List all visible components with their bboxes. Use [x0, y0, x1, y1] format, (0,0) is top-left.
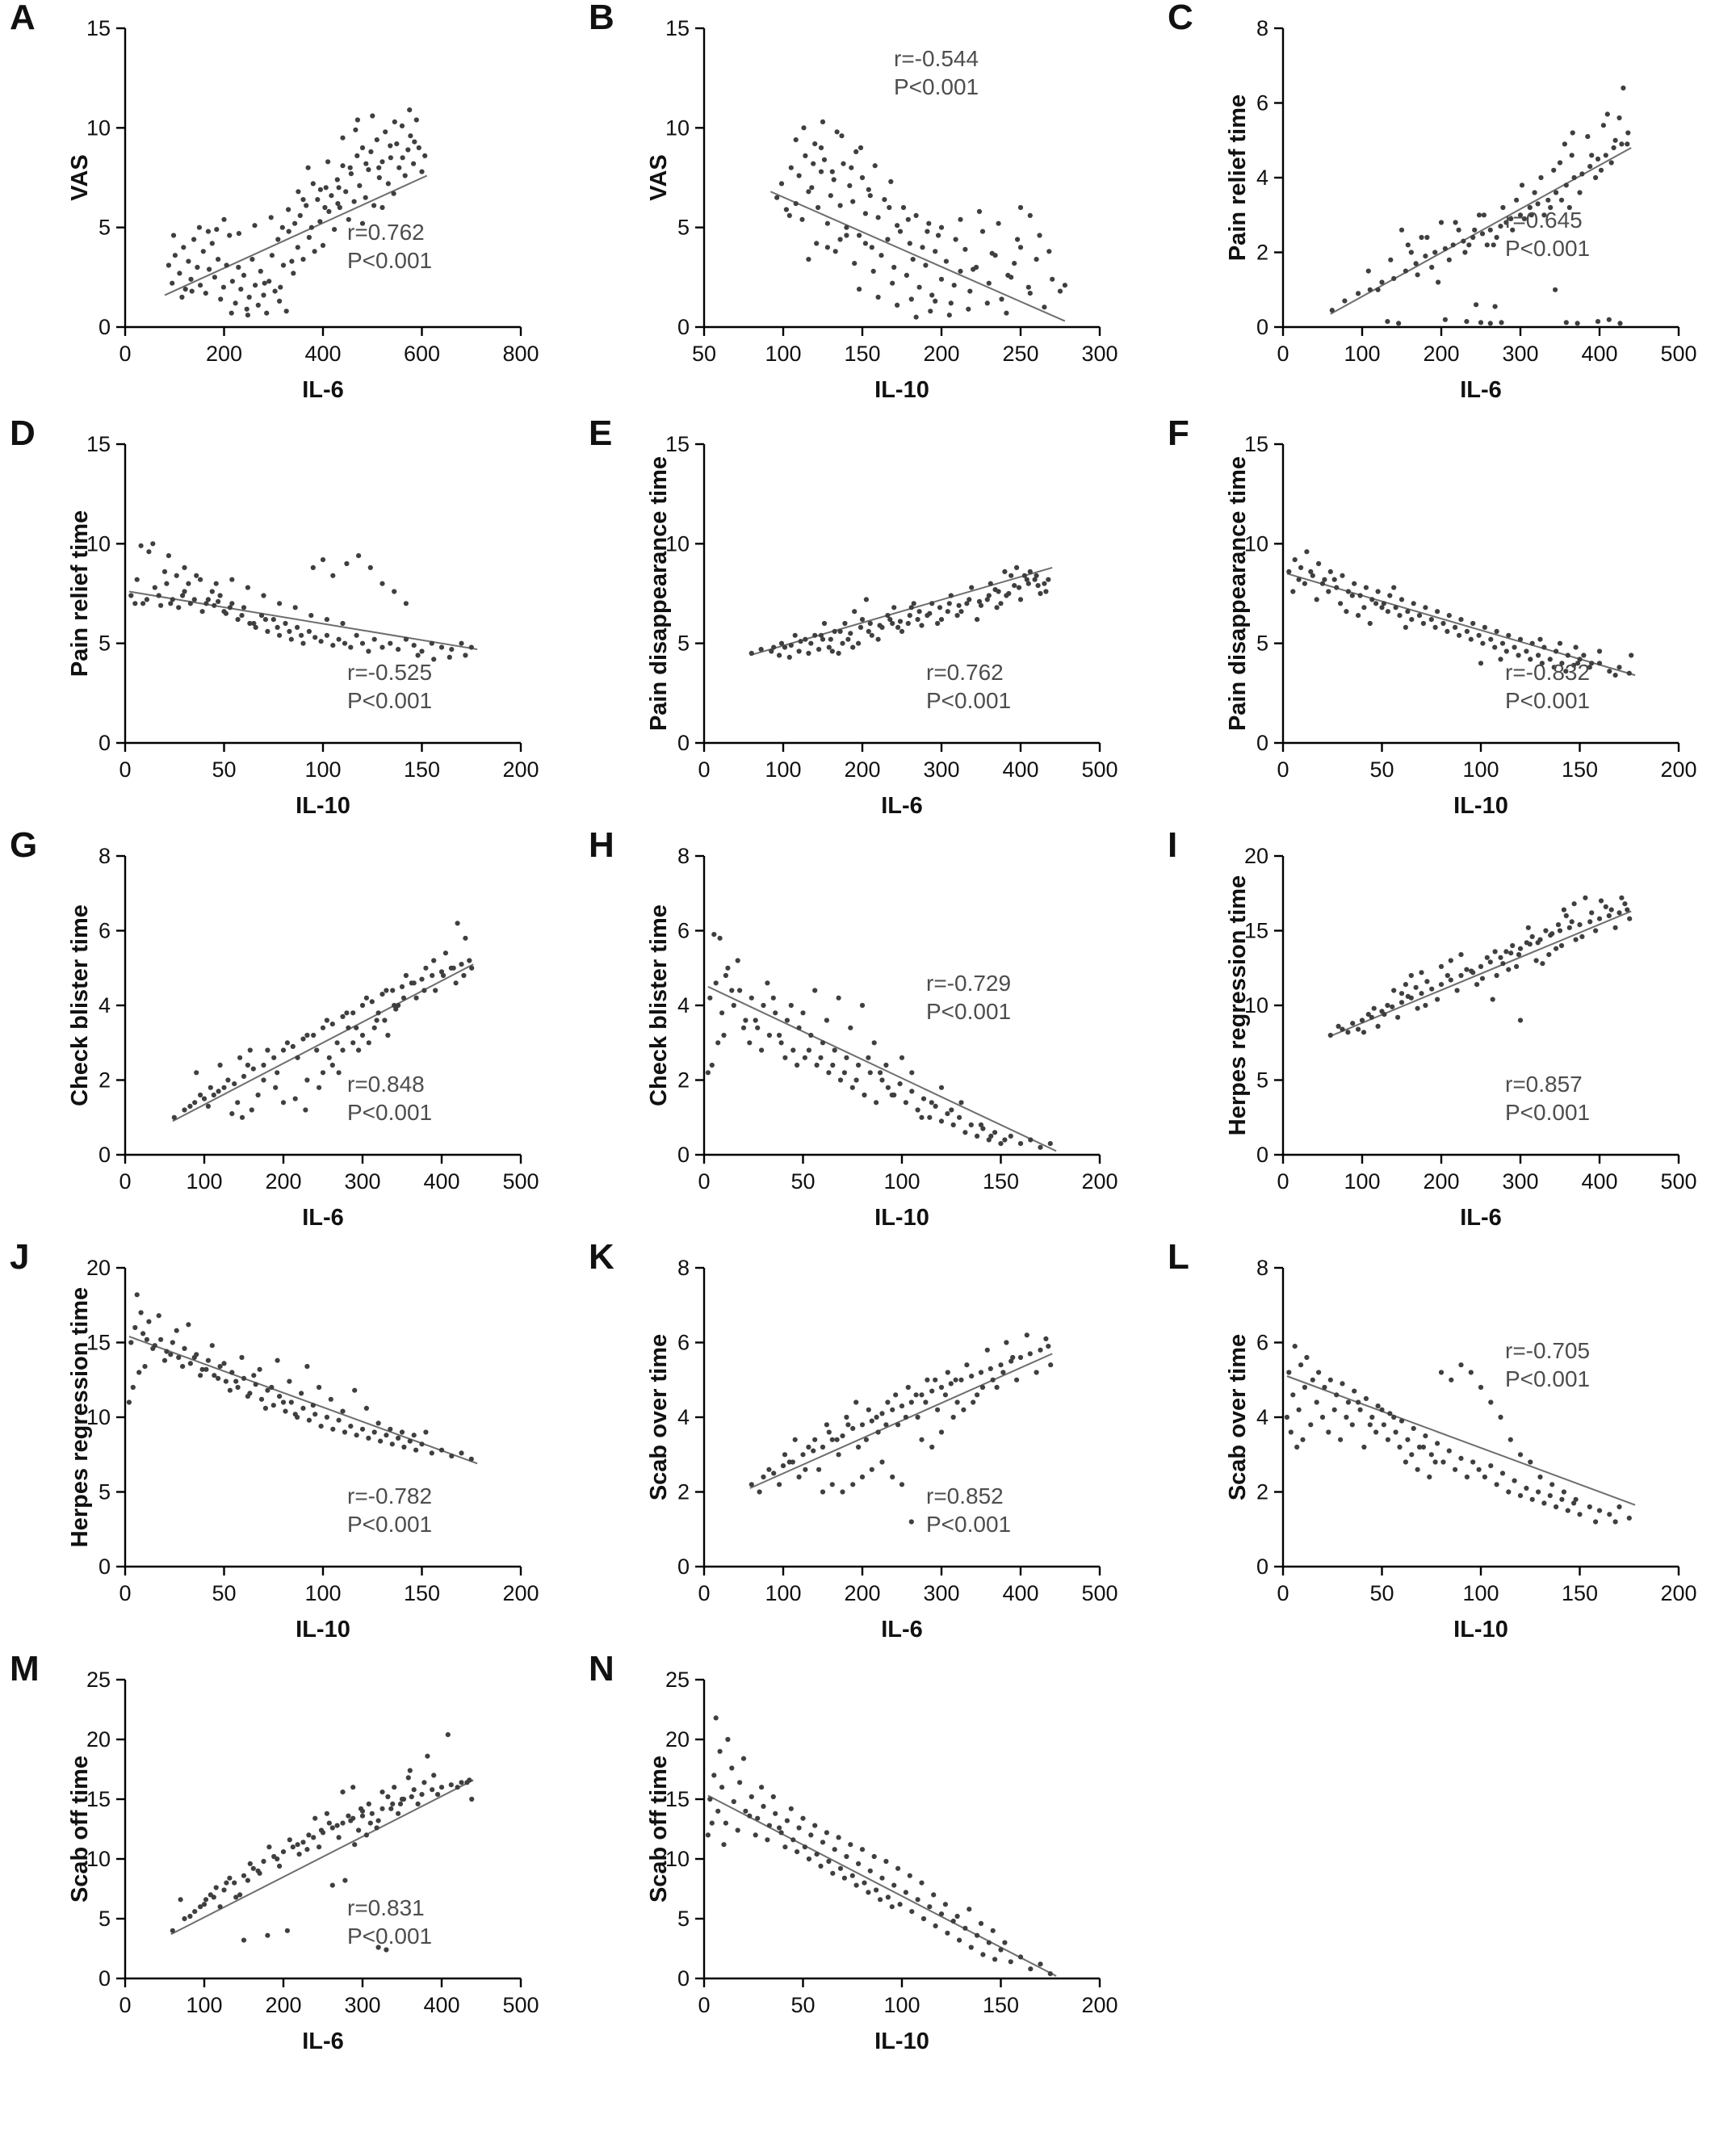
panel-letter-a: A	[10, 0, 36, 37]
stat-annotation-e	[926, 658, 1011, 715]
svg-text:6: 6	[1256, 1330, 1268, 1355]
stat-annotation-d	[347, 658, 432, 715]
svg-text:15: 15	[86, 16, 111, 40]
correlation-value-c: r=0.645	[1505, 208, 1583, 233]
svg-text:0: 0	[119, 1581, 132, 1605]
svg-text:250: 250	[1002, 342, 1039, 366]
correlation-value-b: r=-0.544	[894, 46, 979, 71]
x-axis-label-n: IL-10	[874, 2029, 929, 2054]
panel-h	[579, 825, 1144, 1231]
panel-letter-f: F	[1168, 413, 1189, 453]
svg-text:6: 6	[98, 918, 111, 943]
svg-text:50: 50	[212, 757, 237, 782]
svg-text:5: 5	[98, 1479, 111, 1504]
svg-text:8: 8	[1256, 16, 1268, 40]
panel-letter-m: M	[10, 1649, 40, 1689]
svg-text:500: 500	[1660, 1169, 1697, 1194]
y-axis-label-e: Pain disappearance time	[646, 455, 672, 732]
panel-d	[0, 413, 565, 820]
svg-text:300: 300	[1502, 1169, 1539, 1194]
correlation-value-j: r=-0.782	[347, 1483, 433, 1508]
panel-l	[1158, 1237, 1723, 1643]
p-value-c: P<0.001	[1505, 236, 1591, 261]
svg-text:300: 300	[344, 1169, 381, 1194]
svg-text:5: 5	[677, 631, 690, 656]
panel-letter-h: H	[589, 825, 614, 865]
svg-text:500: 500	[502, 1169, 539, 1194]
svg-text:5: 5	[1256, 1068, 1268, 1093]
svg-text:10: 10	[86, 1405, 111, 1429]
svg-text:50: 50	[212, 1581, 237, 1605]
svg-text:300: 300	[1081, 342, 1118, 366]
p-value-i: P<0.001	[1505, 1100, 1591, 1125]
y-axis-label-g: Check blister time	[67, 904, 93, 1106]
y-axis-label-l: Scab over time	[1225, 1333, 1251, 1501]
x-axis-label-k: IL-6	[881, 1617, 923, 1643]
p-value-a: P<0.001	[347, 248, 433, 273]
stat-annotation-j	[347, 1482, 432, 1538]
svg-text:25: 25	[86, 1668, 111, 1692]
stat-annotation-l	[1505, 1336, 1590, 1393]
svg-text:150: 150	[1561, 757, 1599, 782]
x-axis-label-d: IL-10	[296, 793, 350, 819]
svg-text:15: 15	[1243, 918, 1268, 943]
y-axis-label-f: Pain disappearance time	[1225, 455, 1251, 732]
svg-text:200: 200	[502, 1581, 539, 1605]
svg-text:0: 0	[1256, 731, 1268, 755]
svg-text:0: 0	[698, 1581, 711, 1605]
svg-text:0: 0	[677, 1966, 690, 1991]
svg-text:200: 200	[1660, 757, 1697, 782]
svg-text:10: 10	[86, 115, 111, 141]
svg-text:300: 300	[923, 757, 960, 782]
svg-text:10: 10	[86, 531, 111, 556]
svg-text:200: 200	[1081, 1169, 1118, 1194]
svg-text:200: 200	[265, 1993, 302, 2017]
stat-annotation-m	[347, 1894, 432, 1950]
x-axis-label-a: IL-6	[302, 377, 344, 403]
x-axis-label-g: IL-6	[302, 1205, 344, 1231]
y-axis-label-c: Pain relief time	[1225, 94, 1251, 262]
svg-text:200: 200	[1081, 1993, 1118, 2017]
svg-text:200: 200	[1660, 1581, 1697, 1605]
svg-text:4: 4	[677, 993, 690, 1017]
svg-text:0: 0	[98, 731, 111, 755]
svg-text:200: 200	[844, 1581, 881, 1605]
correlation-value-m: r=0.831	[347, 1895, 425, 1920]
x-axis-label-m: IL-6	[302, 2029, 344, 2054]
svg-text:300: 300	[344, 1993, 381, 2017]
svg-text:6: 6	[677, 1330, 690, 1355]
svg-text:100: 100	[883, 1169, 920, 1194]
svg-text:8: 8	[677, 1256, 690, 1280]
svg-text:800: 800	[502, 342, 539, 366]
stat-annotation-b	[894, 44, 979, 101]
y-axis-label-n: Scab off time	[646, 1755, 672, 1903]
svg-text:6: 6	[1256, 90, 1268, 115]
svg-text:2: 2	[677, 1479, 690, 1504]
svg-text:300: 300	[923, 1581, 960, 1605]
svg-text:0: 0	[677, 1555, 690, 1579]
svg-text:500: 500	[1081, 757, 1118, 782]
x-axis-label-f: IL-10	[1453, 793, 1508, 819]
svg-text:400: 400	[1002, 1581, 1039, 1605]
svg-text:200: 200	[502, 757, 539, 782]
svg-text:100: 100	[765, 342, 802, 366]
svg-text:25: 25	[665, 1668, 690, 1692]
y-axis-label-k: Scab over time	[646, 1333, 672, 1501]
x-axis-label-j: IL-10	[296, 1617, 350, 1643]
svg-text:2: 2	[677, 1068, 690, 1093]
svg-text:100: 100	[1462, 757, 1499, 782]
svg-text:2: 2	[1256, 1479, 1268, 1504]
panel-k	[579, 1237, 1144, 1643]
svg-text:100: 100	[304, 757, 342, 782]
svg-text:0: 0	[98, 1966, 111, 1991]
svg-text:4: 4	[98, 993, 111, 1017]
y-axis-label-m: Scab off time	[67, 1755, 93, 1903]
svg-text:0: 0	[1277, 757, 1289, 782]
svg-text:0: 0	[98, 1143, 111, 1167]
svg-text:0: 0	[119, 1169, 132, 1194]
svg-text:0: 0	[677, 315, 690, 339]
panel-letter-n: N	[589, 1649, 614, 1689]
svg-text:0: 0	[1277, 342, 1289, 366]
p-value-b: P<0.001	[894, 74, 979, 99]
svg-text:10: 10	[665, 1847, 690, 1871]
svg-text:10: 10	[665, 115, 690, 141]
svg-text:300: 300	[1502, 342, 1539, 366]
correlation-value-l: r=-0.705	[1505, 1338, 1591, 1363]
svg-text:100: 100	[1462, 1581, 1499, 1605]
panel-letter-c: C	[1168, 0, 1193, 37]
svg-text:400: 400	[1581, 1169, 1618, 1194]
panel-a	[0, 0, 565, 404]
x-axis-label-l: IL-10	[1453, 1617, 1508, 1643]
panel-letter-l: L	[1168, 1237, 1189, 1277]
svg-text:15: 15	[665, 432, 690, 456]
stat-annotation-c	[1505, 206, 1590, 262]
svg-text:200: 200	[844, 757, 881, 782]
p-value-j: P<0.001	[347, 1512, 433, 1537]
svg-text:200: 200	[1423, 1169, 1460, 1194]
svg-text:100: 100	[765, 1581, 802, 1605]
y-axis-label-i: Herpes regression time	[1225, 875, 1251, 1136]
svg-text:15: 15	[1243, 432, 1268, 456]
correlation-value-i: r=0.857	[1505, 1072, 1583, 1097]
svg-text:100: 100	[1344, 1169, 1381, 1194]
svg-text:0: 0	[677, 1143, 690, 1167]
svg-text:100: 100	[1344, 342, 1381, 366]
svg-text:400: 400	[423, 1169, 460, 1194]
svg-text:20: 20	[665, 1727, 690, 1752]
correlation-value-a: r=0.762	[347, 220, 425, 245]
svg-text:15: 15	[86, 1330, 111, 1355]
svg-text:0: 0	[98, 315, 111, 339]
svg-text:4: 4	[1256, 1405, 1268, 1429]
svg-text:15: 15	[665, 16, 690, 40]
svg-text:0: 0	[698, 1993, 711, 2017]
y-axis-label-b: VAS	[646, 154, 672, 201]
panel-letter-i: I	[1168, 825, 1178, 865]
p-value-f: P<0.001	[1505, 688, 1591, 713]
svg-text:5: 5	[1256, 631, 1268, 656]
svg-text:150: 150	[403, 757, 441, 782]
y-axis-label-j: Herpes regression time	[67, 1286, 93, 1548]
panel-c	[1158, 0, 1723, 404]
x-axis-label-h: IL-10	[874, 1205, 929, 1231]
svg-text:5: 5	[98, 215, 111, 240]
panel-n	[579, 1651, 1144, 2055]
panel-i	[1158, 825, 1723, 1231]
svg-text:100: 100	[883, 1993, 920, 2017]
svg-text:50: 50	[691, 342, 717, 366]
panel-letter-e: E	[589, 413, 613, 453]
stat-annotation-f	[1505, 658, 1590, 715]
svg-text:150: 150	[982, 1169, 1020, 1194]
svg-text:100: 100	[304, 1581, 342, 1605]
svg-text:200: 200	[205, 342, 243, 366]
stat-annotation-g	[347, 1070, 432, 1127]
svg-text:0: 0	[119, 1993, 132, 2017]
svg-text:400: 400	[304, 342, 342, 366]
svg-text:0: 0	[1256, 1555, 1268, 1579]
svg-text:0: 0	[119, 757, 132, 782]
svg-text:8: 8	[98, 844, 111, 868]
svg-text:2: 2	[98, 1068, 111, 1093]
x-axis-label-b: IL-10	[874, 377, 929, 403]
svg-text:400: 400	[1581, 342, 1618, 366]
p-value-e: P<0.001	[926, 688, 1012, 713]
svg-text:5: 5	[98, 631, 111, 656]
x-axis-label-i: IL-6	[1460, 1205, 1502, 1231]
panel-letter-j: J	[10, 1237, 30, 1277]
svg-text:400: 400	[423, 1993, 460, 2017]
stat-annotation-h	[926, 969, 1011, 1026]
svg-text:0: 0	[1256, 315, 1268, 339]
svg-text:50: 50	[1369, 757, 1394, 782]
y-axis-label-h: Check blister time	[646, 904, 672, 1106]
panel-letter-b: B	[589, 0, 614, 37]
y-axis-label-a: VAS	[67, 154, 93, 201]
panel-f	[1158, 413, 1723, 820]
svg-text:4: 4	[1256, 166, 1268, 190]
p-value-d: P<0.001	[347, 688, 433, 713]
svg-text:8: 8	[1256, 1256, 1268, 1280]
x-axis-label-e: IL-6	[881, 793, 923, 819]
svg-text:0: 0	[1277, 1169, 1289, 1194]
panel-m	[0, 1651, 565, 2055]
svg-text:150: 150	[844, 342, 881, 366]
panel-j	[0, 1237, 565, 1643]
svg-text:15: 15	[86, 1787, 111, 1811]
svg-text:0: 0	[698, 1169, 711, 1194]
panel-letter-g: G	[10, 825, 38, 865]
correlation-value-h: r=-0.729	[926, 971, 1012, 996]
svg-text:0: 0	[677, 731, 690, 755]
correlation-value-k: r=0.852	[926, 1483, 1004, 1508]
stat-annotation-i	[1505, 1070, 1590, 1127]
svg-text:200: 200	[1423, 342, 1460, 366]
svg-text:5: 5	[98, 1907, 111, 1931]
svg-text:50: 50	[1369, 1581, 1394, 1605]
p-value-l: P<0.001	[1505, 1366, 1591, 1391]
correlation-value-f: r=-0.832	[1505, 660, 1591, 685]
p-value-m: P<0.001	[347, 1924, 433, 1949]
svg-text:100: 100	[186, 1993, 223, 2017]
stat-annotation-k	[926, 1482, 1011, 1538]
svg-text:20: 20	[1243, 844, 1268, 868]
panel-letter-d: D	[10, 413, 36, 453]
svg-text:4: 4	[677, 1405, 690, 1429]
svg-text:15: 15	[665, 1787, 690, 1811]
panel-b	[579, 0, 1144, 404]
p-value-h: P<0.001	[926, 999, 1012, 1024]
svg-text:200: 200	[265, 1169, 302, 1194]
svg-text:150: 150	[1561, 1581, 1599, 1605]
x-axis-label-c: IL-6	[1460, 377, 1502, 403]
svg-text:200: 200	[923, 342, 960, 366]
stat-annotation-a	[347, 218, 432, 275]
svg-text:0: 0	[119, 342, 132, 366]
svg-text:8: 8	[677, 844, 690, 868]
y-axis-label-d: Pain relief time	[67, 510, 93, 678]
svg-text:20: 20	[86, 1256, 111, 1280]
svg-text:500: 500	[1660, 342, 1697, 366]
panel-letter-k: K	[589, 1237, 614, 1277]
svg-text:100: 100	[186, 1169, 223, 1194]
svg-text:6: 6	[677, 918, 690, 943]
correlation-value-d: r=-0.525	[347, 660, 433, 685]
svg-text:500: 500	[502, 1993, 539, 2017]
svg-text:0: 0	[98, 1555, 111, 1579]
svg-text:10: 10	[1243, 993, 1268, 1017]
svg-text:50: 50	[790, 1993, 816, 2017]
svg-text:10: 10	[665, 531, 690, 556]
p-value-g: P<0.001	[347, 1100, 433, 1125]
svg-text:20: 20	[86, 1727, 111, 1752]
svg-text:0: 0	[698, 757, 711, 782]
panel-g	[0, 825, 565, 1231]
svg-text:0: 0	[1277, 1581, 1289, 1605]
svg-text:500: 500	[1081, 1581, 1118, 1605]
svg-text:600: 600	[403, 342, 441, 366]
svg-text:10: 10	[86, 1847, 111, 1871]
correlation-value-e: r=0.762	[926, 660, 1004, 685]
svg-text:10: 10	[1243, 531, 1268, 556]
svg-text:5: 5	[677, 1907, 690, 1931]
svg-text:100: 100	[765, 757, 802, 782]
svg-text:5: 5	[677, 215, 690, 240]
svg-text:150: 150	[982, 1993, 1020, 2017]
svg-text:2: 2	[1256, 240, 1268, 265]
svg-text:50: 50	[790, 1169, 816, 1194]
svg-text:0: 0	[1256, 1143, 1268, 1167]
svg-text:400: 400	[1002, 757, 1039, 782]
correlation-value-g: r=0.848	[347, 1072, 425, 1097]
panel-e	[579, 413, 1144, 820]
svg-text:150: 150	[403, 1581, 441, 1605]
svg-text:15: 15	[86, 432, 111, 456]
p-value-k: P<0.001	[926, 1512, 1012, 1537]
